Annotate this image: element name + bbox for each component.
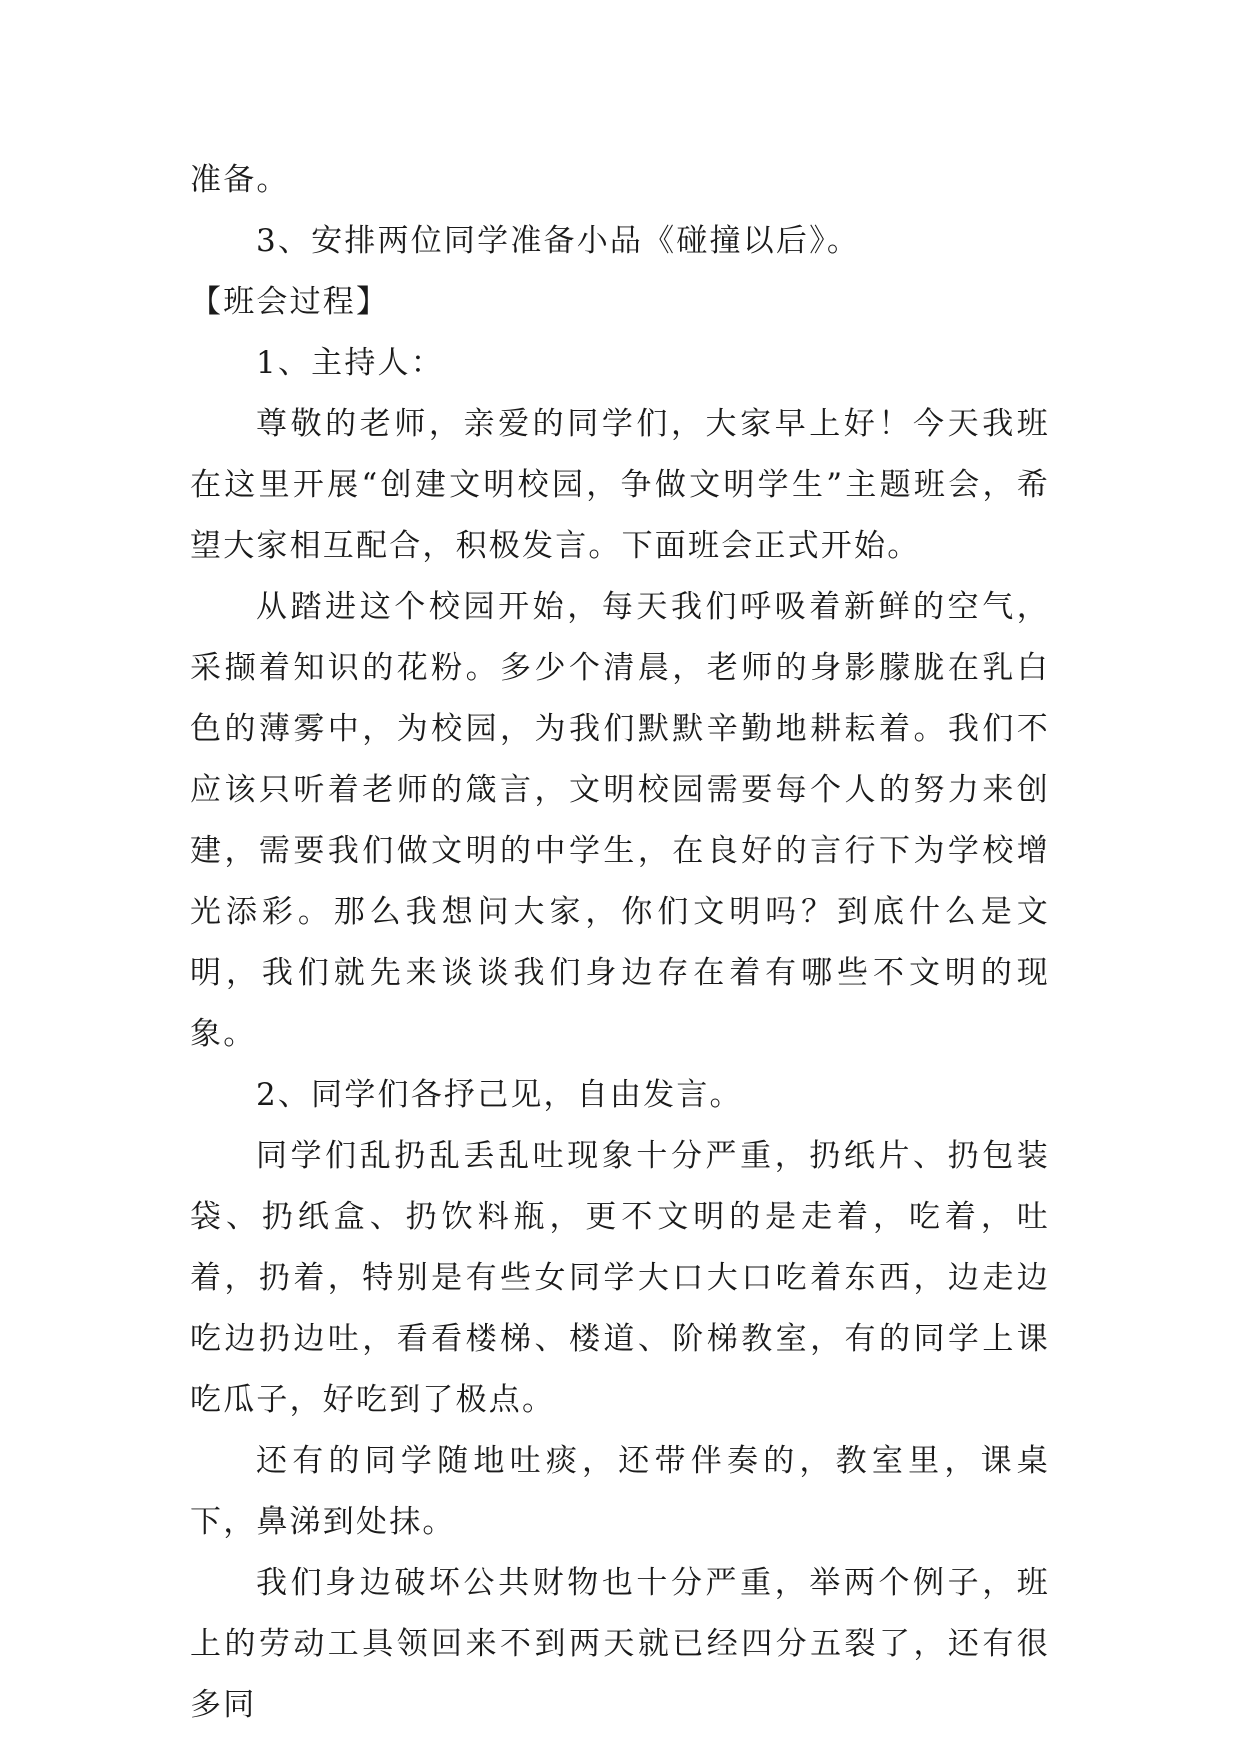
document-body bbox=[190, 150, 1050, 1736]
paragraph-littering: 同学们乱扔乱丢乱吐现象十分严重，扔纸片、扔包装袋、扔纸盒、扔饮料瓶，更不文明的是走着，吃着，吐着，扔着，特别是有些女同学大口大口吃着东西，边走边吃边扔边吐，看看楼梯、楼道、阶梯教室，有的同学上课吃瓜子，好吃到了极点。 bbox=[190, 1138, 1050, 1418]
paragraph-continuation: 准备。 bbox=[190, 162, 290, 198]
paragraph-preparation-item-3: 3、安排两位同学准备小品《碰撞以后》。 bbox=[256, 223, 861, 259]
paragraph-host-speech: 从踏进这个校园开始，每天我们呼吸着新鲜的空气，采撷着知识的花粉。多少个清晨，老师的身影朦胧在乳白色的薄雾中，为校园，为我们默默辛勤地耕耘着。我们不应该只听着老师的箴言，文明校园需要每个人的努力来创建，需要我们做文明的中学生，在良好的言行下为学校增光添彩。那么我想问大家，你们文明吗？到底什么是文明，我们就先来谈谈我们身边存在着有哪些不文明的现象。 bbox=[190, 589, 1050, 1052]
section-heading-meeting-process: 【班会过程】 bbox=[190, 284, 390, 320]
paragraph-property-damage: 我们身边破坏公共财物也十分严重，举两个例子，班上的劳动工具领回来不到两天就已经四分五裂了，还有很多同 bbox=[190, 1565, 1050, 1723]
paragraph-host-greeting: 尊敬的老师，亲爱的同学们，大家早上好！今天我班在这里开展“创建文明校园，争做文明学生”主题班会，希望大家相互配合，积极发言。下面班会正式开始。 bbox=[190, 406, 1050, 564]
paragraph-spitting: 还有的同学随地吐痰，还带伴奏的，教室里，课桌下，鼻涕到处抹。 bbox=[190, 1443, 1050, 1540]
paragraph-host-label: 1、主持人： bbox=[256, 345, 444, 381]
paragraph-discussion-label: 2、同学们各抒己见，自由发言。 bbox=[256, 1077, 743, 1113]
